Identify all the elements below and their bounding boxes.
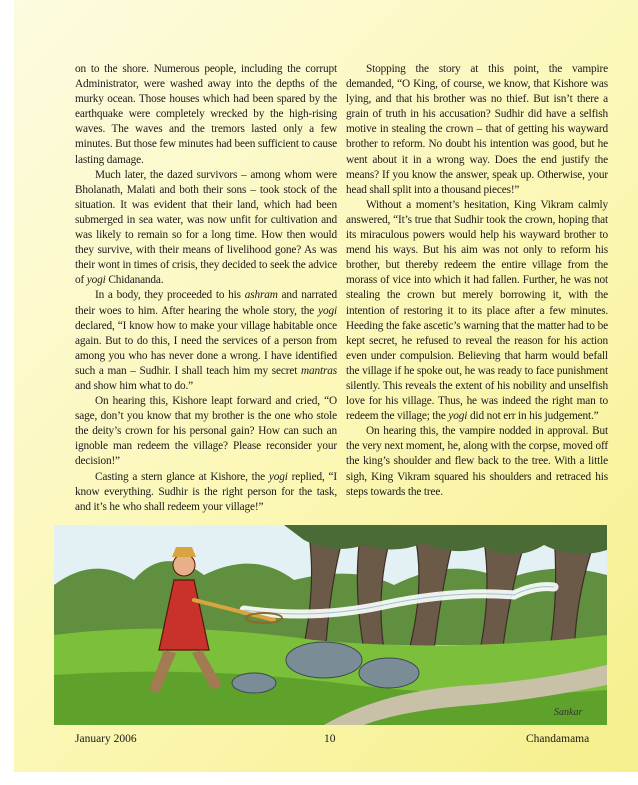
paragraph: on to the shore. Numerous people, including the corrupt Administrator, were washed away into the depths of the murky ocean. Those houses which had been spared by the earthquake were completely wrecked by the high-rising waves. The waves and the tremors lasted only a few minutes. But those few minutes had been sufficient to cause lasting damage.	[75, 63, 338, 166]
artist-signature: Sankar	[554, 707, 583, 718]
paragraph: On hearing this, the vampire nodded in approval. But the very next moment, he, along with the corpse, moved off the king’s shoulder and flew back to the tree. With a little sigh, King Vikram squared his shoulders and retraced his steps towards the tree.	[346, 425, 608, 498]
paragraph: In a body, they proceeded to his ashram and narrated their woes to him. After hearing the whole story, the yogi declared, “I know how to make your village habitable once again. But to do this, I need the services of a person from among you who has never done a wrong. I have identified such a man – Sudhir. I shall teach him my secret mantras and show him what to do.”	[75, 289, 338, 392]
footer-date: January 2006	[75, 733, 137, 745]
paragraph: On hearing this, Kishore leapt forward and cried, “O sage, don’t you know that my brother is the one who stole the deity’s crown for his personal gain? How can such an ignoble man redeem the village? Please reconsider your decision!”	[75, 395, 337, 468]
paragraph: Without a moment’s hesitation, King Vikram calmly answered, “It’s true that Sudhir took the crown, hoping that its miraculous powers would help his wayward brother to mend his ways. But his aim was not only to reform his brother, but thereby redeem the entire village from the morass of vice into which it had fallen. Further, he was not stealing the crown but merely borrowing it, with the intention of restoring it to its place after a few minutes. Heeding the fake ascetic’s warning that the matter had to be kept secret, he refused to reveal the reason for his action even under compulsion. Believing that harm would befall the village if he spoke out, he was ready to face punishment silently. This reveals the extent of his nobility and unselfish love for his village. Thus, he was indeed the right man to redeem the village; the yogi did not err in his judgement.”	[346, 198, 608, 423]
magazine-name: Chandamama	[526, 733, 590, 745]
paragraph: Casting a stern glance at Kishore, the yogi replied, “I know everything. Sudhir is the right person for the task, and it’s he who shall redeem your village!”	[75, 470, 337, 513]
right-text-column	[346, 62, 608, 500]
magazine-page	[14, 0, 638, 772]
page-number: 10	[324, 733, 336, 745]
paragraph: Much later, the dazed survivors – among whom were Bholanath, Malati and both their sons – took stock of the situation. It was evident that their land, which had been submerged in sea water, was now unfit for cultivation and was likely to remain so for a long time. How then would they survive, with their means of livelihood gone? As was their wont in times of crisis, they decided to seek the advice of yogi Chidananda.	[75, 168, 337, 287]
story-illustration	[54, 525, 607, 725]
left-text-column	[75, 62, 337, 515]
paragraph: Stopping the story at this point, the vampire demanded, “O King, of course, we know, that Kishore was lying, and that his brother was no thief. But isn’t there a grain of truth in his accusation? Sudhir did have a selfish motive in stealing the crown – that of getting his wayward brother to reform. No doubt his intention was good, but he went about it in a wrong way. Does the end justify the means? If you know the answer, speak up. Otherwise, your head shall split into a thousand pieces!”	[346, 63, 608, 196]
